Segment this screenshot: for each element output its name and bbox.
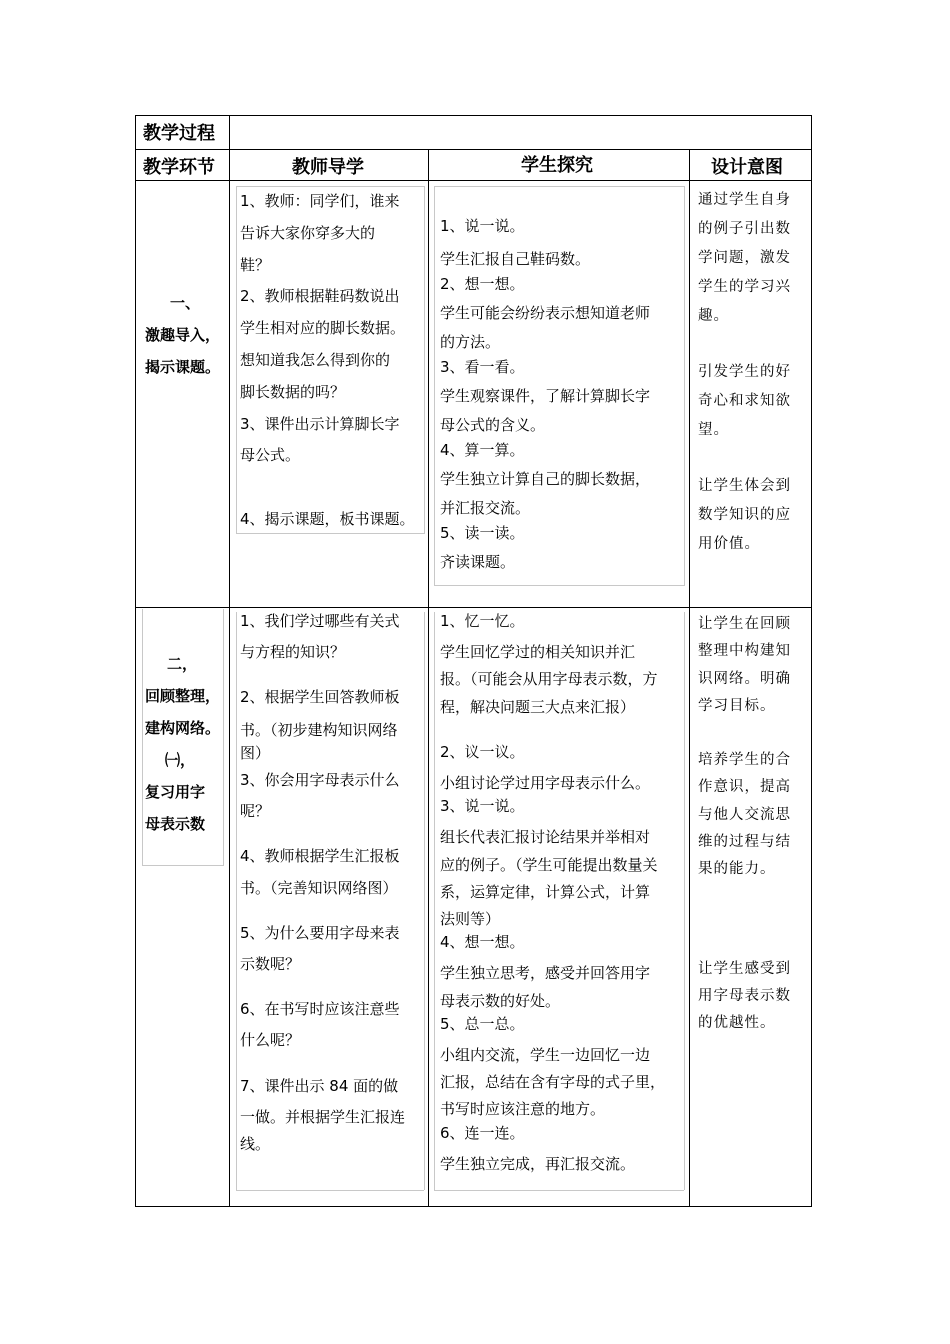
text-line <box>240 902 426 920</box>
text-line <box>240 825 426 843</box>
text-line: 书写时应该注意的地方。 <box>440 1100 606 1119</box>
text-line: 的方法。 <box>440 333 501 351</box>
text-line: 识网络。明确 <box>698 670 791 687</box>
text-line: 学生观察课件，了解计算脚长字 <box>440 387 651 405</box>
column-header-student: 学生探究 <box>521 155 593 176</box>
text-line: 学生汇报自己鞋码数。 <box>440 250 591 268</box>
column-header-teacher: 教师导学 <box>292 157 364 178</box>
textbox-frame <box>142 865 224 866</box>
text-line <box>240 472 426 504</box>
text-line: 什么呢？ <box>240 1031 301 1050</box>
section2-design <box>698 611 810 1038</box>
textbox-frame <box>142 609 143 865</box>
col-divider-1 <box>229 115 230 1207</box>
stage-line: 揭示课题。 <box>145 358 221 376</box>
text-line: 学习目标。 <box>698 697 776 714</box>
text-line <box>698 938 810 956</box>
text-line: 3、看一看。 <box>440 358 525 376</box>
stage-line: 二， <box>167 655 198 673</box>
text-line: 3、说一说。 <box>440 797 525 816</box>
text-line: 4、想一想。 <box>440 933 525 952</box>
text-line: 3、你会用字母表示什么 <box>240 771 400 790</box>
stage-line: 激趣导入， <box>145 326 221 344</box>
text-line: 整理中构建知 <box>698 643 791 660</box>
text-line: 书。（完善知识网络图） <box>240 878 398 897</box>
col-divider-3 <box>689 149 690 1207</box>
stage-line: 回顾整理， <box>145 687 221 705</box>
text-line: 母公式的含义。 <box>440 416 546 434</box>
text-line: 通过学生自身 <box>698 192 791 208</box>
text-line: 4、揭示课题，板书课题。 <box>240 509 415 528</box>
text-line: 培养学生的合 <box>698 752 791 769</box>
text-line <box>698 911 810 938</box>
text-line: 7、课件出示 84 面的做 <box>240 1076 399 1095</box>
text-line: 齐读课题。 <box>440 553 516 571</box>
text-line: 小组内交流，学生一边回忆一边 <box>440 1046 651 1065</box>
text-line: 4、算一算。 <box>440 441 525 459</box>
text-line: 学生独立思考，感受并回答用字 <box>440 964 651 983</box>
text-line: 果的能力。 <box>698 861 776 878</box>
table-border-top <box>135 115 812 116</box>
section2-teacher <box>240 608 426 1158</box>
text-line: 让学生体会到 <box>698 478 791 494</box>
text-line <box>240 666 426 684</box>
text-line: 母表示数的好处。 <box>440 991 561 1010</box>
text-line: 作意识，提高 <box>698 779 791 796</box>
text-line: 1、忆一忆。 <box>440 612 525 630</box>
text-line: 5、为什么要用字母来表 <box>240 923 400 942</box>
text-line <box>698 331 810 358</box>
text-line: 学生回忆学过的相关知识并汇 <box>440 643 636 662</box>
col-divider-2 <box>428 149 429 1207</box>
text-line: 法则等） <box>440 910 501 929</box>
text-line <box>440 721 687 739</box>
text-line: 学生相对应的脚长数据。 <box>240 319 406 338</box>
section1-student <box>440 212 685 577</box>
text-line: 2、议一议。 <box>440 742 525 761</box>
section1-stage <box>145 287 220 383</box>
text-line: 用字母表示数 <box>698 987 791 1004</box>
text-line: 奇心和求知欲 <box>698 393 791 409</box>
section1-design <box>698 186 810 559</box>
text-line: 2、想一想。 <box>440 275 525 293</box>
text-line: 的优越性。 <box>698 1015 776 1032</box>
text-line: 2、根据学生回答教师板 <box>240 688 400 707</box>
table-border-right <box>811 115 812 1207</box>
table-border-left <box>135 115 136 1207</box>
text-line <box>698 884 810 911</box>
text-line: 并汇报交流。 <box>440 499 531 517</box>
text-line: 1、教师：同学们，谁来 <box>240 192 400 210</box>
table-border-bottom <box>135 1206 812 1207</box>
text-line: 让学生在回顾 <box>698 616 791 632</box>
column-header-stage: 教学环节 <box>143 157 215 178</box>
stage-line: 建构网络。 <box>145 719 221 737</box>
text-line: 学生独立计算自己的脚长数据， <box>440 470 651 488</box>
text-line: 小组讨论学过用字母表示什么。 <box>440 774 651 793</box>
text-line: 报。（可能会从用字母表示数，方 <box>440 670 658 689</box>
text-line: 学生独立完成，再汇报交流。 <box>440 1154 636 1173</box>
textbox-frame <box>434 585 684 586</box>
section1-teacher <box>240 186 426 536</box>
text-line <box>698 720 810 747</box>
text-line: 用价值。 <box>698 536 760 552</box>
text-line: 3、课件出示计算脚长字 <box>240 414 400 433</box>
textbox-frame <box>434 1190 684 1191</box>
text-line <box>240 978 426 996</box>
text-line: 告诉大家你穿多大的 <box>240 223 376 242</box>
text-line: 学生可能会纷纷表示想知道老师 <box>440 304 651 322</box>
section2-stage <box>145 648 220 840</box>
text-line: 6、连一连。 <box>440 1123 525 1142</box>
text-line: 维的过程与结 <box>698 834 791 851</box>
textbox-frame <box>434 612 435 1190</box>
text-line: 程，解决问题三大点来汇报） <box>440 697 636 716</box>
text-line: 组长代表汇报讨论结果并举相对 <box>440 828 651 847</box>
text-line <box>240 1055 426 1073</box>
text-line: 脚长数据的吗？ <box>240 382 346 401</box>
text-line: 呢？ <box>240 802 271 821</box>
stage-line: 一、 <box>170 294 201 312</box>
text-line: 让学生感受到 <box>698 960 791 977</box>
text-line: 图） <box>240 743 271 762</box>
textbox-frame <box>434 186 435 586</box>
text-line: 鞋？ <box>240 255 271 274</box>
text-line: 母公式。 <box>240 446 301 465</box>
text-line: 引发学生的好 <box>698 364 791 380</box>
text-line: 5、读一读。 <box>440 524 525 542</box>
textbox-frame <box>236 1190 424 1191</box>
text-line: 与方程的知识？ <box>240 643 346 662</box>
text-line: 的例子引出数 <box>698 221 791 237</box>
text-line: 1、我们学过哪些有关式 <box>240 612 400 630</box>
stage-line: 母表示数 <box>145 815 206 833</box>
text-line: 想知道我怎么得到你的 <box>240 350 391 369</box>
table-border-header <box>135 149 812 150</box>
text-line: 学问题，激发 <box>698 250 791 266</box>
text-line <box>698 445 810 472</box>
text-line: 6、在书写时应该注意些 <box>240 1000 400 1019</box>
textbox-frame <box>236 612 237 1190</box>
section2-student <box>440 608 687 1178</box>
textbox-frame <box>223 609 224 865</box>
text-line: 汇报，总结在含有字母的式子里， <box>440 1073 666 1092</box>
text-line: 学生的学习兴 <box>698 279 791 295</box>
text-line: 2、教师根据鞋码数说出 <box>240 287 400 306</box>
stage-line: 复习用字 <box>145 783 206 801</box>
process-label: 教学过程 <box>143 123 215 144</box>
textbox-frame <box>236 186 237 534</box>
text-line: 一做。并根据学生汇报连 <box>240 1107 406 1126</box>
text-line: 示数呢？ <box>240 955 301 974</box>
column-header-design: 设计意图 <box>711 157 783 178</box>
text-line: 与他人交流思 <box>698 806 791 823</box>
text-line: 4、教师根据学生汇报板 <box>240 847 400 866</box>
text-line: 望。 <box>698 422 729 438</box>
table-border-colhead <box>135 180 812 181</box>
text-line: 5、总一总。 <box>440 1014 525 1033</box>
text-line: 趣。 <box>698 308 729 324</box>
text-line: 1、说一说。 <box>440 217 525 235</box>
text-line: 数学知识的应 <box>698 507 791 523</box>
stage-line: ㈠， <box>165 751 196 769</box>
textbox-frame <box>434 186 684 187</box>
text-line: 书。（初步建构知识网络 <box>240 720 398 739</box>
text-line: 应的例子。（学生可能提出数量关 <box>440 855 658 874</box>
text-line: 系，运算定律，计算公式，计算 <box>440 882 651 901</box>
text-line: 线。 <box>240 1135 271 1154</box>
